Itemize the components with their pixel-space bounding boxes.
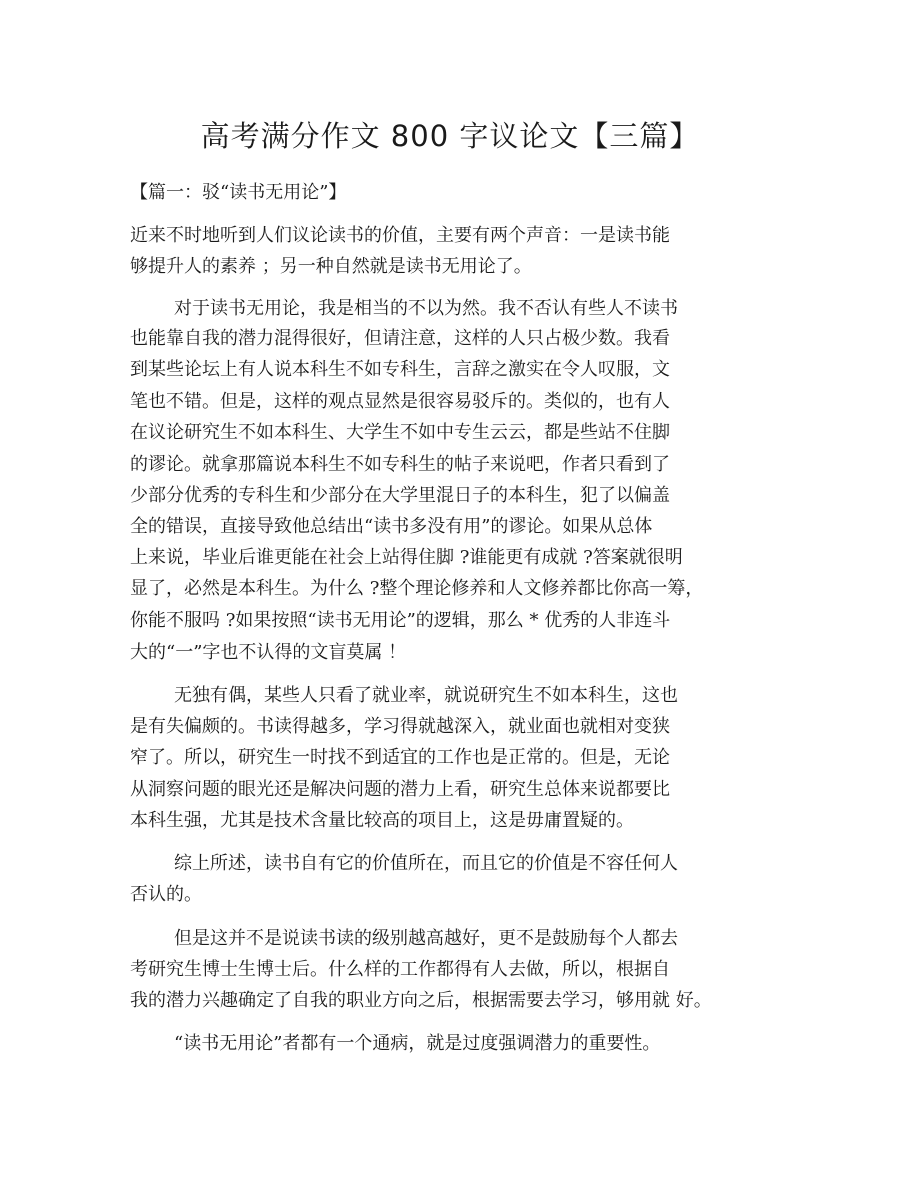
paragraph-2-line: 在议论研究生不如本科生、大学生不如中专生云云，都是些站不住脚 [130,422,670,443]
paragraph-5-line: 我的潜力兴趣确定了自我的职业方向之后，根据需要去学习，够用就 好。 [130,990,712,1011]
paragraph-3-line: 是有失偏颇的。书读得越多，学习得就越深入，就业面也就相对变狭 [130,716,670,737]
paragraph-4-line: 否认的。 [130,884,202,905]
paragraph-1-line: 近来不时地听到人们议论读书的价值，主要有两个声音：一是读书能 [130,225,670,246]
paragraph-2-line: 你能不服吗 ?如果按照“读书无用论”的逻辑，那么 * 优秀的人非连斗 [130,610,671,631]
paragraph-2-line: 也能靠自我的潜力混得很好，但请注意，这样的人只占极少数。我看 [130,328,670,349]
paragraph-2-line: 对于读书无用论，我是相当的不以为然。我不否认有些人不读书 [174,298,678,319]
paragraph-2-line: 全的错误，直接导致他总结出“读书多没有用”的谬论。如果从总体 [130,516,653,537]
paragraph-2-line: 大的“一”字也不认得的文盲莫属 ！ [130,642,407,663]
paragraph-2-line: 的谬论。就拿那篇说本科生不如专科生的帖子来说吧，作者只看到了 [130,454,670,475]
paragraph-6-line: “读书无用论”者都有一个通病，就是过度强调潜力的重要性。 [174,1033,661,1054]
paragraph-3-line: 窄了。所以，研究生一时找不到适宜的工作也是正常的。但是，无论 [130,747,670,768]
section-heading: 【篇一：驳“读书无用论”】 [130,182,347,203]
page-title: 高考满分作文 800 字议论文【三篇】 [200,119,700,153]
paragraph-3-line: 从洞察问题的眼光还是解决问题的潜力上看，研究生总体来说都要比 [130,779,670,800]
paragraph-2-line: 上来说，毕业后谁更能在社会上站得住脚 ?谁能更有成就 ?答案就很明 [130,547,683,568]
paragraph-5-line: 考研究生博士生博士后。什么样的工作都得有人去做，所以，根据自 [130,959,670,980]
paragraph-4-line: 综上所述，读书自有它的价值所在，而且它的价值是不容任何人 [174,853,678,874]
paragraph-1-line: 够提升人的素养 ；另一种自然就是读书无用论了。 [130,256,532,277]
paragraph-3-line: 本科生强，尤其是技术含量比较高的项目上，这是毋庸置疑的。 [130,810,634,831]
paragraph-2-line: 少部分优秀的专科生和少部分在大学里混日子的本科生，犯了以偏盖 [130,485,670,506]
paragraph-2-line: 笔也不错。但是，这样的观点显然是很容易驳斥的。类似的，也有人 [130,391,670,412]
paragraph-3-line: 无独有偶，某些人只看了就业率，就说研究生不如本科生，这也 [174,685,678,706]
paragraph-5-line: 但是这并不是说读书读的级别越高越好，更不是鼓励每个人都去 [174,928,678,949]
paragraph-2-line: 到某些论坛上有人说本科生不如专科生，言辞之激实在令人叹服，文 [130,359,670,380]
paragraph-2-line: 显了，必然是本科生。为什么 ?整个理论修养和人文修养都比你高一筹， [130,578,704,599]
